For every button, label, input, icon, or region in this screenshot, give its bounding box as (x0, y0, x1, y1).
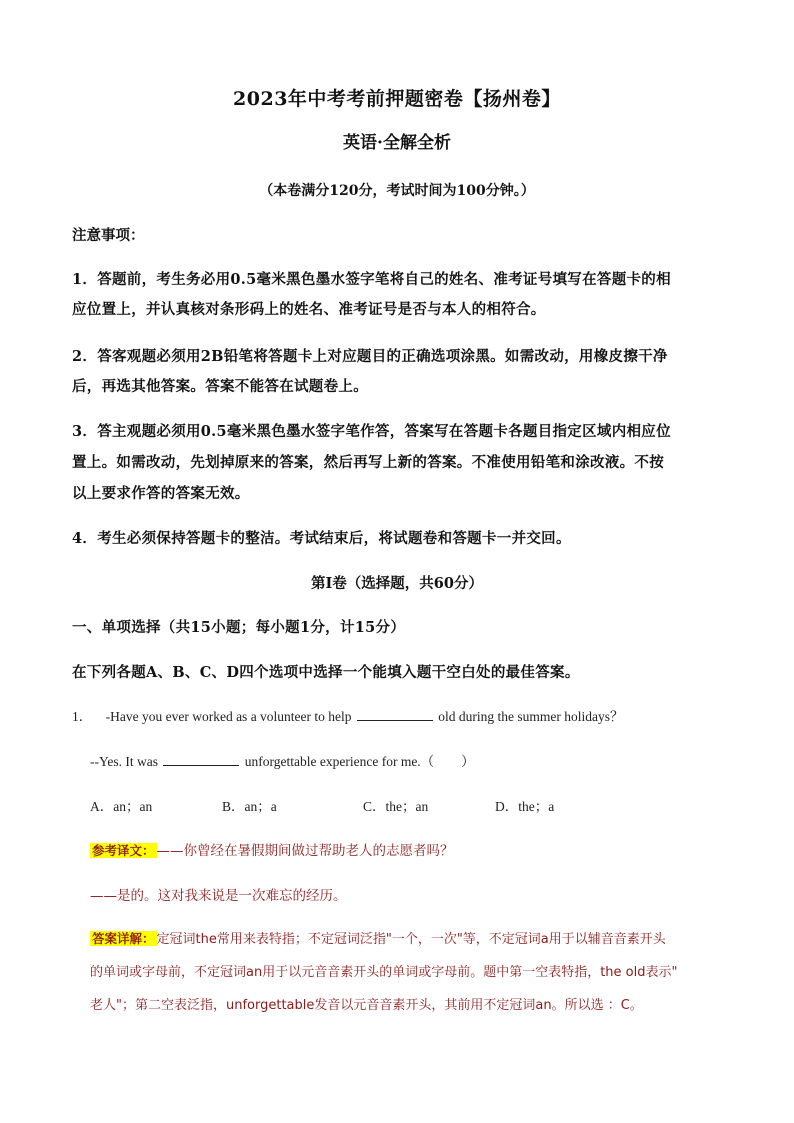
answer-blank (163, 753, 239, 766)
question-1-reply-b: unforgettable experience for me.（ ） (244, 754, 475, 769)
notice-item-3-line-1: 3．答主观题必须用0.5毫米黑色墨水签字笔作答，答案写在答题卡各题目指定区域内相应位 (72, 423, 671, 440)
document-subtitle: 英语·全解全析 (343, 133, 451, 153)
explanation-line-3: 老人"；第二空表泛指，unforgettable发音以元音音素开头，其前用不定冠词an。所以选 ：C。 (90, 998, 643, 1013)
translation-line-1 (90, 839, 454, 859)
translation-label: 参考译文： (92, 843, 155, 858)
translation-line-2: ——是的。这对我来说是一次难忘的经历。 (90, 888, 347, 904)
translation-text-1: ——你曾经在暑假期间做过帮助老人的志愿者吗？ (156, 843, 454, 859)
explanation-line-2: 的单词或字母前，不定冠词an用于以元音音素开头的单词或字母前。题中第一空表特指，the old表示" (90, 965, 678, 980)
answer-blank (357, 708, 433, 721)
option-b: B．an；a (222, 799, 277, 814)
explanation-line-1 (90, 928, 666, 947)
option-c: C．the；an (363, 799, 429, 814)
notice-item-3-line-2: 置上。如需改动，先划掉原来的答案，然后再写上新的答案。不准使用铅笔和涂改液。不按 (72, 454, 664, 471)
question-1-stem (72, 705, 624, 725)
notice-item-1-line-1: 1．答题前，考生务必用0.5毫米黑色墨水签字笔将自己的姓名、准考证号填写在答题卡的相 (72, 271, 671, 288)
notice-item-4-line-1: 4．考生必须保持答题卡的整洁。考试结束后，将试题卷和答题卡一并交回。 (72, 530, 571, 547)
question-1-reply (90, 750, 475, 770)
question-number: 1． (72, 709, 93, 724)
option-a: A．an；an (90, 799, 153, 814)
notice-item-2-line-1: 2．答客观题必须用2B铅笔将答题卡上对应题目的正确选项涂黑。如需改动，用橡皮擦干净 (72, 348, 668, 365)
notice-item-1-line-2: 应位置上，并认真核对条形码上的姓名、准考证号是否与本人的相符合。 (72, 301, 546, 318)
notice-item-2-line-2: 后，再选其他答案。答案不能答在试题卷上。 (72, 378, 368, 395)
explanation-label: 答案详解： (92, 931, 155, 946)
document-title: 2023年中考考前押题密卷【扬州卷】 (233, 88, 561, 110)
section-title: 第I卷（选择题，共60分） (311, 575, 483, 592)
question-1-reply-a: --Yes. It was (90, 754, 159, 769)
notice-heading: 注意事项： (72, 227, 145, 244)
notice-item-3-line-3: 以上要求作答的答案无效。 (72, 485, 250, 502)
option-d: D．the；a (495, 799, 555, 814)
explanation-text-1: 定冠词the常用来表特指；不定冠词泛指"一个，一次"等，不定冠词a用于以辅音音素开头 (156, 932, 666, 947)
question-1-text-b: old during the summer holidays？ (438, 709, 624, 724)
score-time-note: （本卷满分120分，考试时间为100分钟。） (259, 183, 535, 199)
part-instruction: 在下列各题A、B、C、D四个选项中选择一个能填入题干空白处的最佳答案。 (72, 664, 580, 681)
question-1-text-a: -Have you ever worked as a volunteer to help (105, 709, 352, 724)
part-title: 一、单项选择（共15小题；每小题1分，计15分） (72, 619, 406, 636)
